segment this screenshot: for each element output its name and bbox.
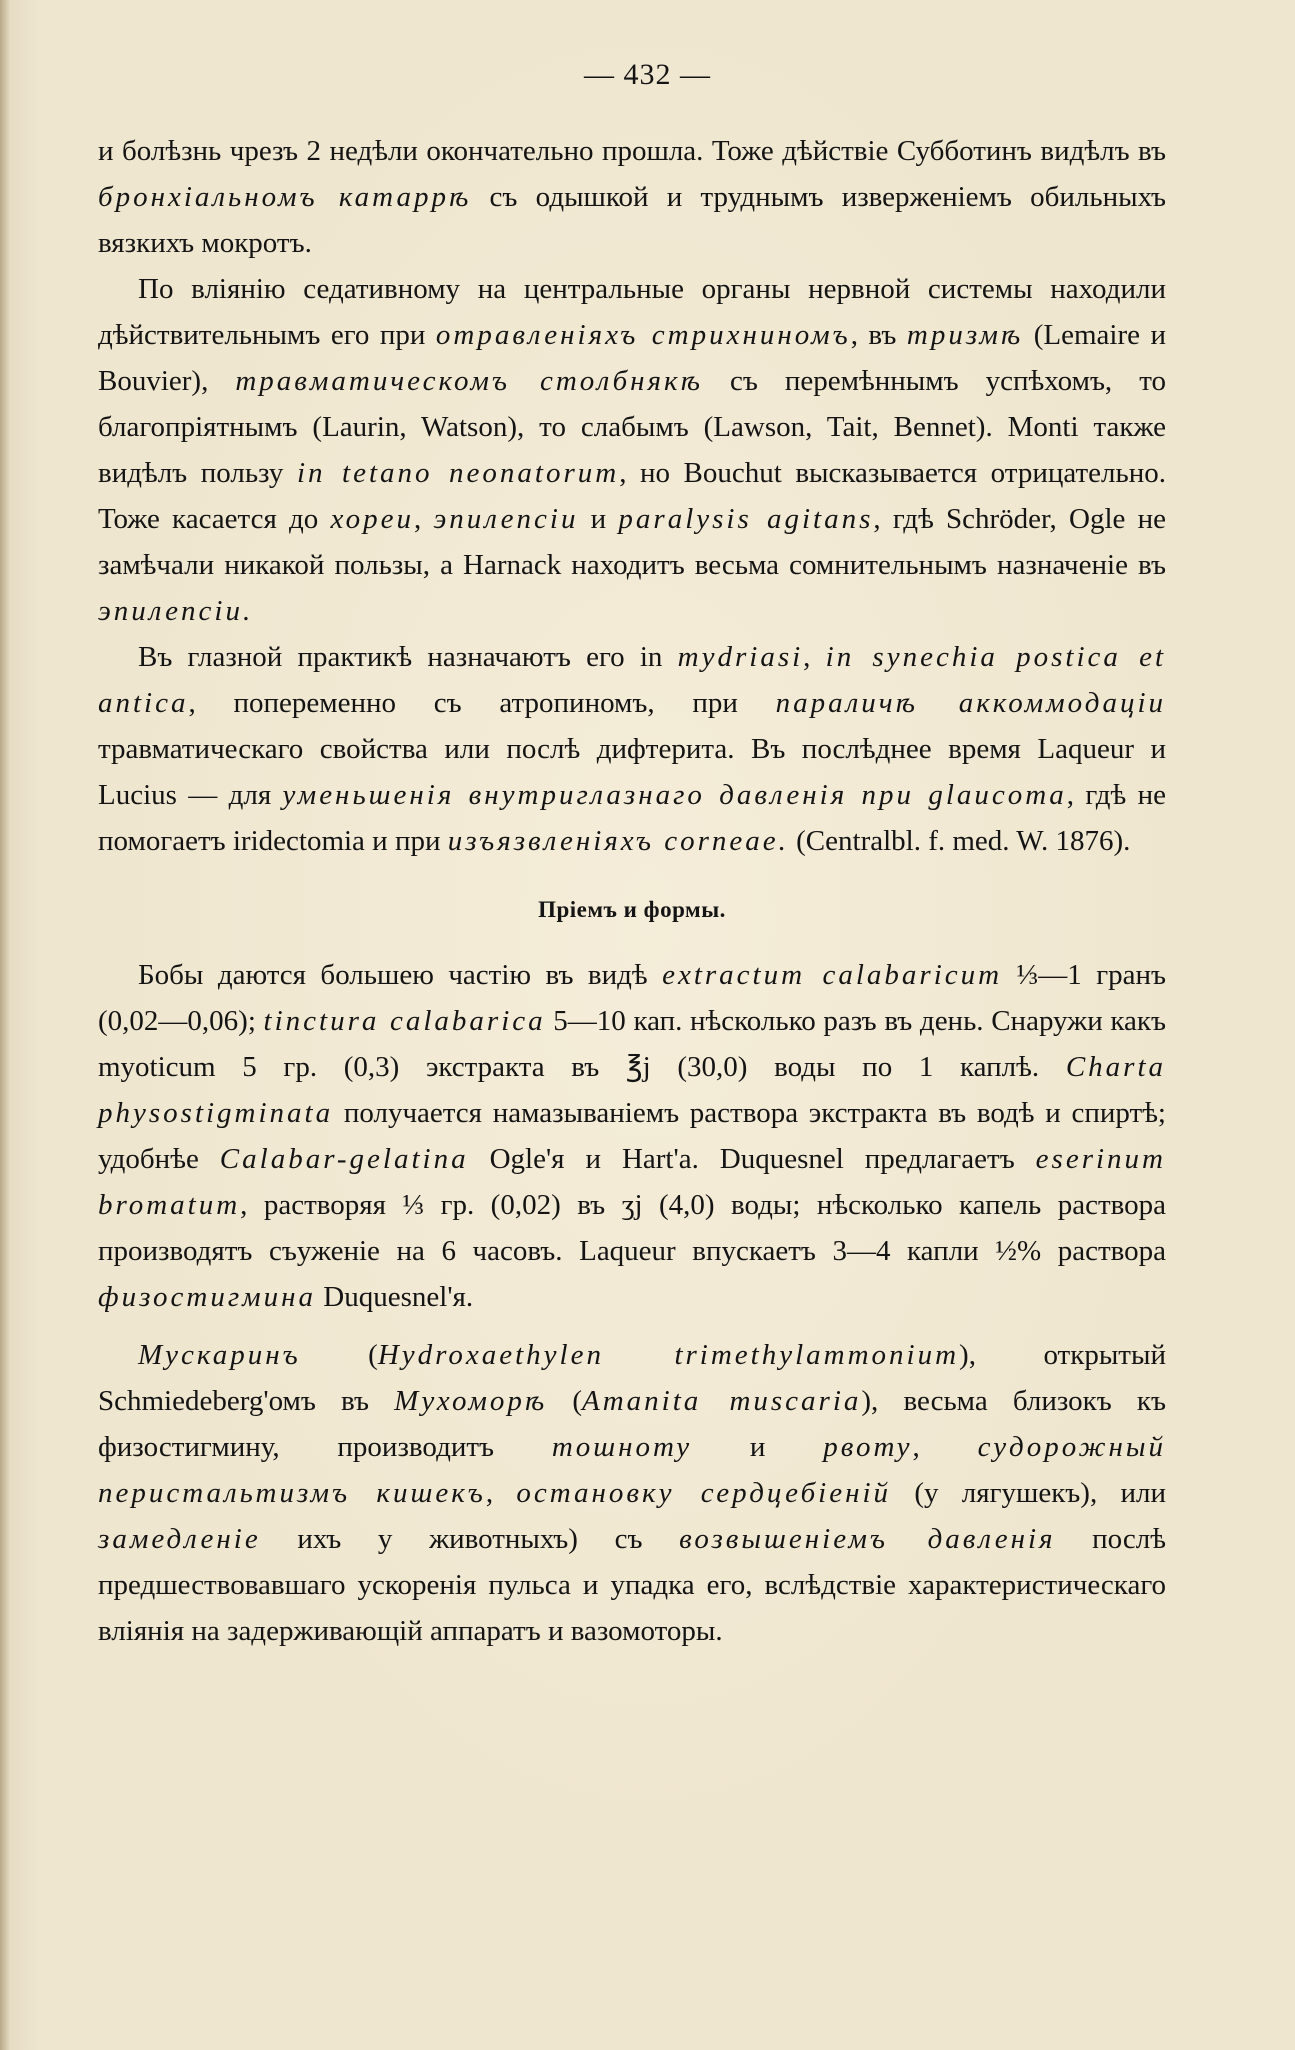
emphasized-text: физостигмина <box>98 1281 317 1313</box>
text-block <box>98 128 1166 1654</box>
emphasized-text: in synechia postica et antica <box>98 641 1167 719</box>
emphasized-text: paralysis agitans <box>618 503 874 535</box>
emphasized-text: отравленіяхъ стрихниномъ <box>435 319 851 351</box>
body-text: ), открытый Schmiedeberg'омъ въ <box>98 1339 1166 1417</box>
body-text: получается намазываніемъ раствора экстракта въ водѣ и спиртѣ; удобнѣе <box>98 1097 1166 1175</box>
body-text: ихъ у животныхъ) съ <box>260 1523 680 1555</box>
paragraph <box>98 634 1166 864</box>
emphasized-text: остановку сердцебіеній <box>516 1477 892 1509</box>
body-text: ), весьма близокъ къ физостигмину, производитъ <box>98 1385 1166 1463</box>
emphasized-text: in tetano neonatorum <box>296 457 620 489</box>
body-text: (Centralbl. f. med. W. 1876). <box>788 825 1131 857</box>
body-text: (Lemaire и Bouvier), <box>98 319 1166 397</box>
body-text: , <box>414 503 434 535</box>
body-text: и <box>692 1431 824 1463</box>
emphasized-text: параличѣ аккоммодаціи <box>775 687 1166 719</box>
paragraph <box>98 266 1166 634</box>
emphasized-text: рвоту <box>823 1431 913 1463</box>
emphasized-text: Amanita muscaria <box>582 1385 862 1417</box>
emphasized-text: eserinum bromatum <box>98 1143 1166 1221</box>
emphasized-text: бронхіальномъ катаррѣ <box>98 181 472 213</box>
body-text: , попеременно съ атропиномъ, при <box>188 687 776 719</box>
emphasized-text: extractum calabaricum <box>662 959 1003 991</box>
body-text: , <box>912 1431 978 1463</box>
section-heading: Пріемъ и формы. <box>538 897 726 922</box>
emphasized-text: возвышеніемъ давленія <box>679 1523 1056 1555</box>
paragraph <box>98 952 1166 1320</box>
emphasized-text: тризмѣ <box>906 319 1024 351</box>
body-text: По вліянію седативному на центральные органы нервной системы находили дѣйствительнымъ его при <box>98 273 1166 351</box>
body-text: , <box>803 641 826 673</box>
body-text: Duquesnel'я. <box>316 1281 474 1313</box>
body-text: , но Bouchut высказывается отрицательно. Тоже касается до <box>98 457 1166 535</box>
body-text: Въ глазной практикѣ назначаютъ его in <box>138 641 678 673</box>
emphasized-text: травматическомъ столбнякѣ <box>235 365 703 397</box>
body-text: и болѣзнь чрезъ 2 недѣли окончательно прошла. Тоже дѣйствіе Субботинъ видѣлъ въ <box>98 135 1166 167</box>
emphasized-text: судорожный перистальтизмъ кишекъ <box>98 1431 1167 1509</box>
paragraph <box>98 1332 1166 1654</box>
body-text: съ одышкой и труднымъ изверженіемъ обильныхъ вязкихъ мокротъ. <box>98 181 1166 259</box>
body-text: Ogle'я и Hart'a. Duquesnel предлагаетъ <box>468 1143 1036 1175</box>
page-binding-edge <box>0 0 10 2050</box>
emphasized-text: tinctura calabarica <box>263 1005 546 1037</box>
emphasized-text: Calabar-gelatina <box>219 1143 469 1175</box>
emphasized-text: эпилепсіи. <box>98 595 254 627</box>
body-text: послѣ предшествовавшаго ускоренія пульса и упадка его, вслѣдствіе характеристическаго вліянія на задерживающій аппаратъ и вазомоторы. <box>98 1523 1166 1647</box>
emphasized-text: изъязвленіяхъ corneae. <box>447 825 789 857</box>
body-text: съ перемѣннымъ успѣхомъ, то благопріятнымъ (Laurin, Watson), то слабымъ (Lawson, Tait, Bennet). Monti также видѣлъ пользу <box>98 365 1166 489</box>
body-text: (у лягушекъ), или <box>891 1477 1166 1509</box>
body-text: Бобы даются большею частію въ видѣ <box>138 959 663 991</box>
body-text: ( <box>547 1385 583 1417</box>
emphasized-text: замедленіе <box>98 1523 261 1555</box>
emphasized-text: Мухоморѣ <box>394 1385 548 1417</box>
emphasized-text: Charta physostigminata <box>98 1051 1166 1129</box>
emphasized-text: тошноту <box>551 1431 693 1463</box>
emphasized-text: уменьшенія внутриглазнаго давленія при glaucoma <box>282 779 1067 811</box>
body-text: , <box>485 1477 517 1509</box>
emphasized-text: Мускаринъ <box>138 1339 301 1371</box>
body-text: , гдѣ Schröder, Ogle не замѣчали никакой пользы, а Harnack находитъ весьма сомнительнымъ назначеніе въ <box>98 503 1166 581</box>
body-text: 5—10 кап. нѣсколько разъ въ день. Снаружи какъ myoticum 5 гр. (0,3) экстракта въ ℥j (30,0) воды по 1 каплѣ. <box>98 1005 1166 1083</box>
emphasized-text: эпилепсіи <box>433 503 579 535</box>
emphasized-text: хореи <box>330 503 415 535</box>
emphasized-text: Hydroxaethylen trimethylammonium <box>377 1339 960 1371</box>
page-number: — 432 — <box>584 58 711 91</box>
emphasized-text: mydriasi <box>677 641 804 673</box>
body-text: травматическаго свойства или послѣ дифтерита. Въ послѣднее время Laqueur и Lucius — для <box>98 733 1166 811</box>
paragraph <box>98 128 1166 266</box>
body-text: ⅓—1 гранъ (0,02—0,06); <box>98 959 1167 1037</box>
body-text: , въ <box>850 319 907 351</box>
body-text: , растворяя ⅓ гр. (0,02) въ ʒj (4,0) воды; нѣсколько капель раствора производятъ съуженіе на 6 часовъ. Laqueur впускаетъ 3—4 капли ½% раствора <box>98 1189 1166 1267</box>
body-text: ( <box>300 1339 378 1371</box>
body-text: и <box>578 503 619 535</box>
body-text: , гдѣ не помогаетъ iridectomia и при <box>98 779 1167 857</box>
